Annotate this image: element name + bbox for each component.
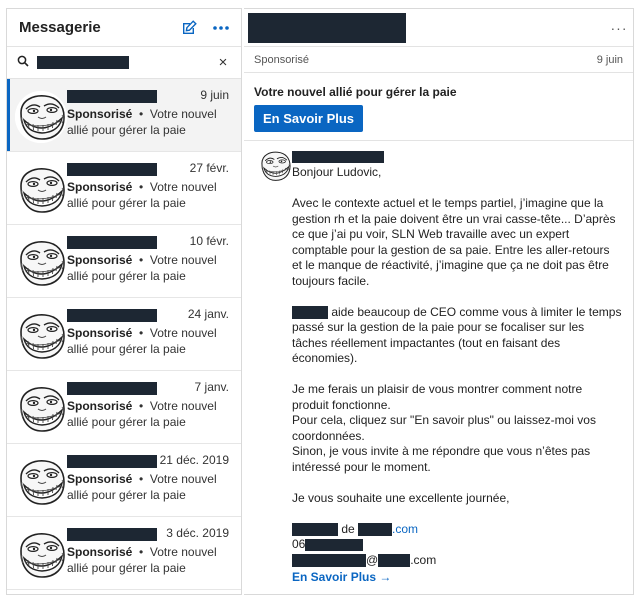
conversation-preview: Sponsorisé • Votre nouvel allié pour gérer la paie [67, 472, 217, 502]
message-thread-panel [244, 8, 634, 595]
contact-name-redacted [67, 90, 157, 103]
preview-text: Votre nouvel allié pour gérer la paie [67, 180, 217, 210]
paragraph-3-line-1: Je me ferais un plaisir de vous montrer comment notre produit fonctionne. [292, 382, 583, 412]
search-query-redacted[interactable] [37, 56, 129, 69]
conversation-list-panel [6, 8, 242, 595]
sponsored-tag: Sponsorisé [67, 472, 133, 486]
en-savoir-plus-link[interactable]: En Savoir Plus → [292, 570, 392, 584]
sponsored-tag: Sponsorisé [67, 253, 133, 267]
conversation-date: 24 janv. [187, 307, 229, 321]
paragraph-2: aide beaucoup de CEO comme vous à limiter le temps passé sur la gestion de la paie pour se focaliser sur les tâches réellement impactantes (tout en faisant des économies). [292, 304, 622, 365]
contact-name-redacted [67, 455, 157, 468]
conversation-item[interactable] [7, 79, 241, 152]
contact-avatar [15, 91, 67, 143]
contact-name-redacted [67, 309, 157, 322]
conversation-list [7, 79, 241, 590]
compose-icon[interactable] [179, 18, 199, 38]
conversation-item[interactable] [7, 298, 241, 371]
conversation-date: 7 janv. [194, 380, 229, 394]
signature-name: de .com [292, 522, 622, 538]
preview-text: Votre nouvel allié pour gérer la paie [67, 253, 217, 283]
closing: Je vous souhaite une excellente journée, [292, 490, 510, 505]
contact-name-redacted [67, 236, 157, 249]
sponsored-tag: Sponsorisé [67, 107, 133, 121]
sponsored-tag: Sponsorisé [67, 545, 133, 559]
conversation-date: 3 déc. 2019 [166, 526, 229, 540]
conversation-preview: Sponsorisé • Votre nouvel allié pour gérer la paie [67, 326, 217, 356]
conversation-item[interactable] [7, 371, 241, 444]
sender-avatar[interactable] [258, 149, 292, 183]
paragraph-3-line-3: Sinon, je vous invite à me répondre que vous n’êtes pas intéressé pour le moment. [292, 444, 591, 474]
paragraph-1: Avec le contexte actuel et le temps partiel, j’imagine que la gestion rh et la paie doivent être un vrai casse-tête... D’après ce que j’ai pu voir, SLN Web travaille avec un expert comptable pour la gestion de sa paie. Entre les aller-retours et le manque de réactivité, j’imagine que ça ne doit pas être toujours facile. [292, 196, 616, 288]
contact-avatar [15, 383, 67, 435]
preview-text: Votre nouvel allié pour gérer la paie [67, 472, 217, 502]
conversation-preview: Sponsorisé • Votre nouvel allié pour gérer la paie [67, 399, 217, 429]
contact-avatar [15, 529, 67, 581]
sender-name[interactable] [292, 149, 622, 161]
greeting: Bonjour Ludovic, [292, 165, 382, 179]
contact-name-redacted [67, 382, 157, 395]
signature-email: @ .com [292, 553, 622, 569]
conversation-date: 9 juin [200, 88, 229, 102]
conversation-preview: Sponsorisé • Votre nouvel allié pour gérer la paie [67, 545, 217, 575]
sponsored-tag: Sponsorisé [67, 399, 133, 413]
conversation-preview: Sponsorisé • Votre nouvel allié pour gérer la paie [67, 180, 217, 210]
message-body [292, 149, 622, 586]
thread-recipient-redacted[interactable] [248, 13, 406, 43]
sponsored-tag: Sponsorisé [67, 326, 133, 340]
more-horizontal-icon[interactable] [211, 18, 231, 38]
contact-avatar [15, 310, 67, 362]
contact-avatar [15, 237, 67, 289]
messaging-header [7, 9, 241, 47]
contact-avatar [15, 456, 67, 508]
conversation-item[interactable] [7, 152, 241, 225]
thread-subject: Votre nouvel allié pour gérer la paie [254, 85, 457, 99]
conversation-date: 27 févr. [189, 161, 229, 175]
conversation-item[interactable] [7, 225, 241, 298]
conversation-item[interactable] [7, 444, 241, 517]
search-bar[interactable] [7, 47, 241, 79]
conversation-date: 21 déc. 2019 [159, 453, 229, 467]
message [244, 141, 633, 584]
clear-search-icon[interactable]: × [218, 54, 228, 71]
preview-text: Votre nouvel allié pour gérer la paie [67, 545, 217, 575]
paragraph-3 [292, 382, 622, 475]
thread-more-icon[interactable]: ··· [610, 19, 628, 36]
conversation-preview: Sponsorisé • Votre nouvel allié pour gérer la paie [67, 107, 217, 137]
sponsored-label: Sponsorisé [254, 53, 310, 66]
thread-date: 9 juin [596, 53, 623, 66]
sponsored-tag: Sponsorisé [67, 180, 133, 194]
contact-name-redacted [67, 163, 157, 176]
signature-phone: 06 [292, 537, 622, 553]
thread-header [244, 9, 633, 47]
conversation-preview: Sponsorisé • Votre nouvel allié pour gérer la paie [67, 253, 217, 283]
conversation-date: 10 févr. [189, 234, 229, 248]
paragraph-3-line-2: Pour cela, cliquez sur "En savoir plus" ou laissez-moi vos coordonnées. [292, 413, 596, 443]
search-icon [17, 54, 29, 72]
contact-avatar [15, 164, 67, 216]
contact-name-redacted [67, 528, 157, 541]
preview-text: Votre nouvel allié pour gérer la paie [67, 326, 217, 356]
en-savoir-plus-button[interactable]: En Savoir Plus [254, 105, 363, 132]
signature-domain-link[interactable]: .com [392, 521, 419, 536]
sponsored-row [244, 47, 633, 73]
preview-text: Votre nouvel allié pour gérer la paie [67, 107, 217, 137]
conversation-item[interactable] [7, 517, 241, 590]
messaging-title: Messagerie [19, 19, 101, 36]
company-name-redacted [292, 306, 328, 319]
preview-text: Votre nouvel allié pour gérer la paie [67, 399, 217, 429]
